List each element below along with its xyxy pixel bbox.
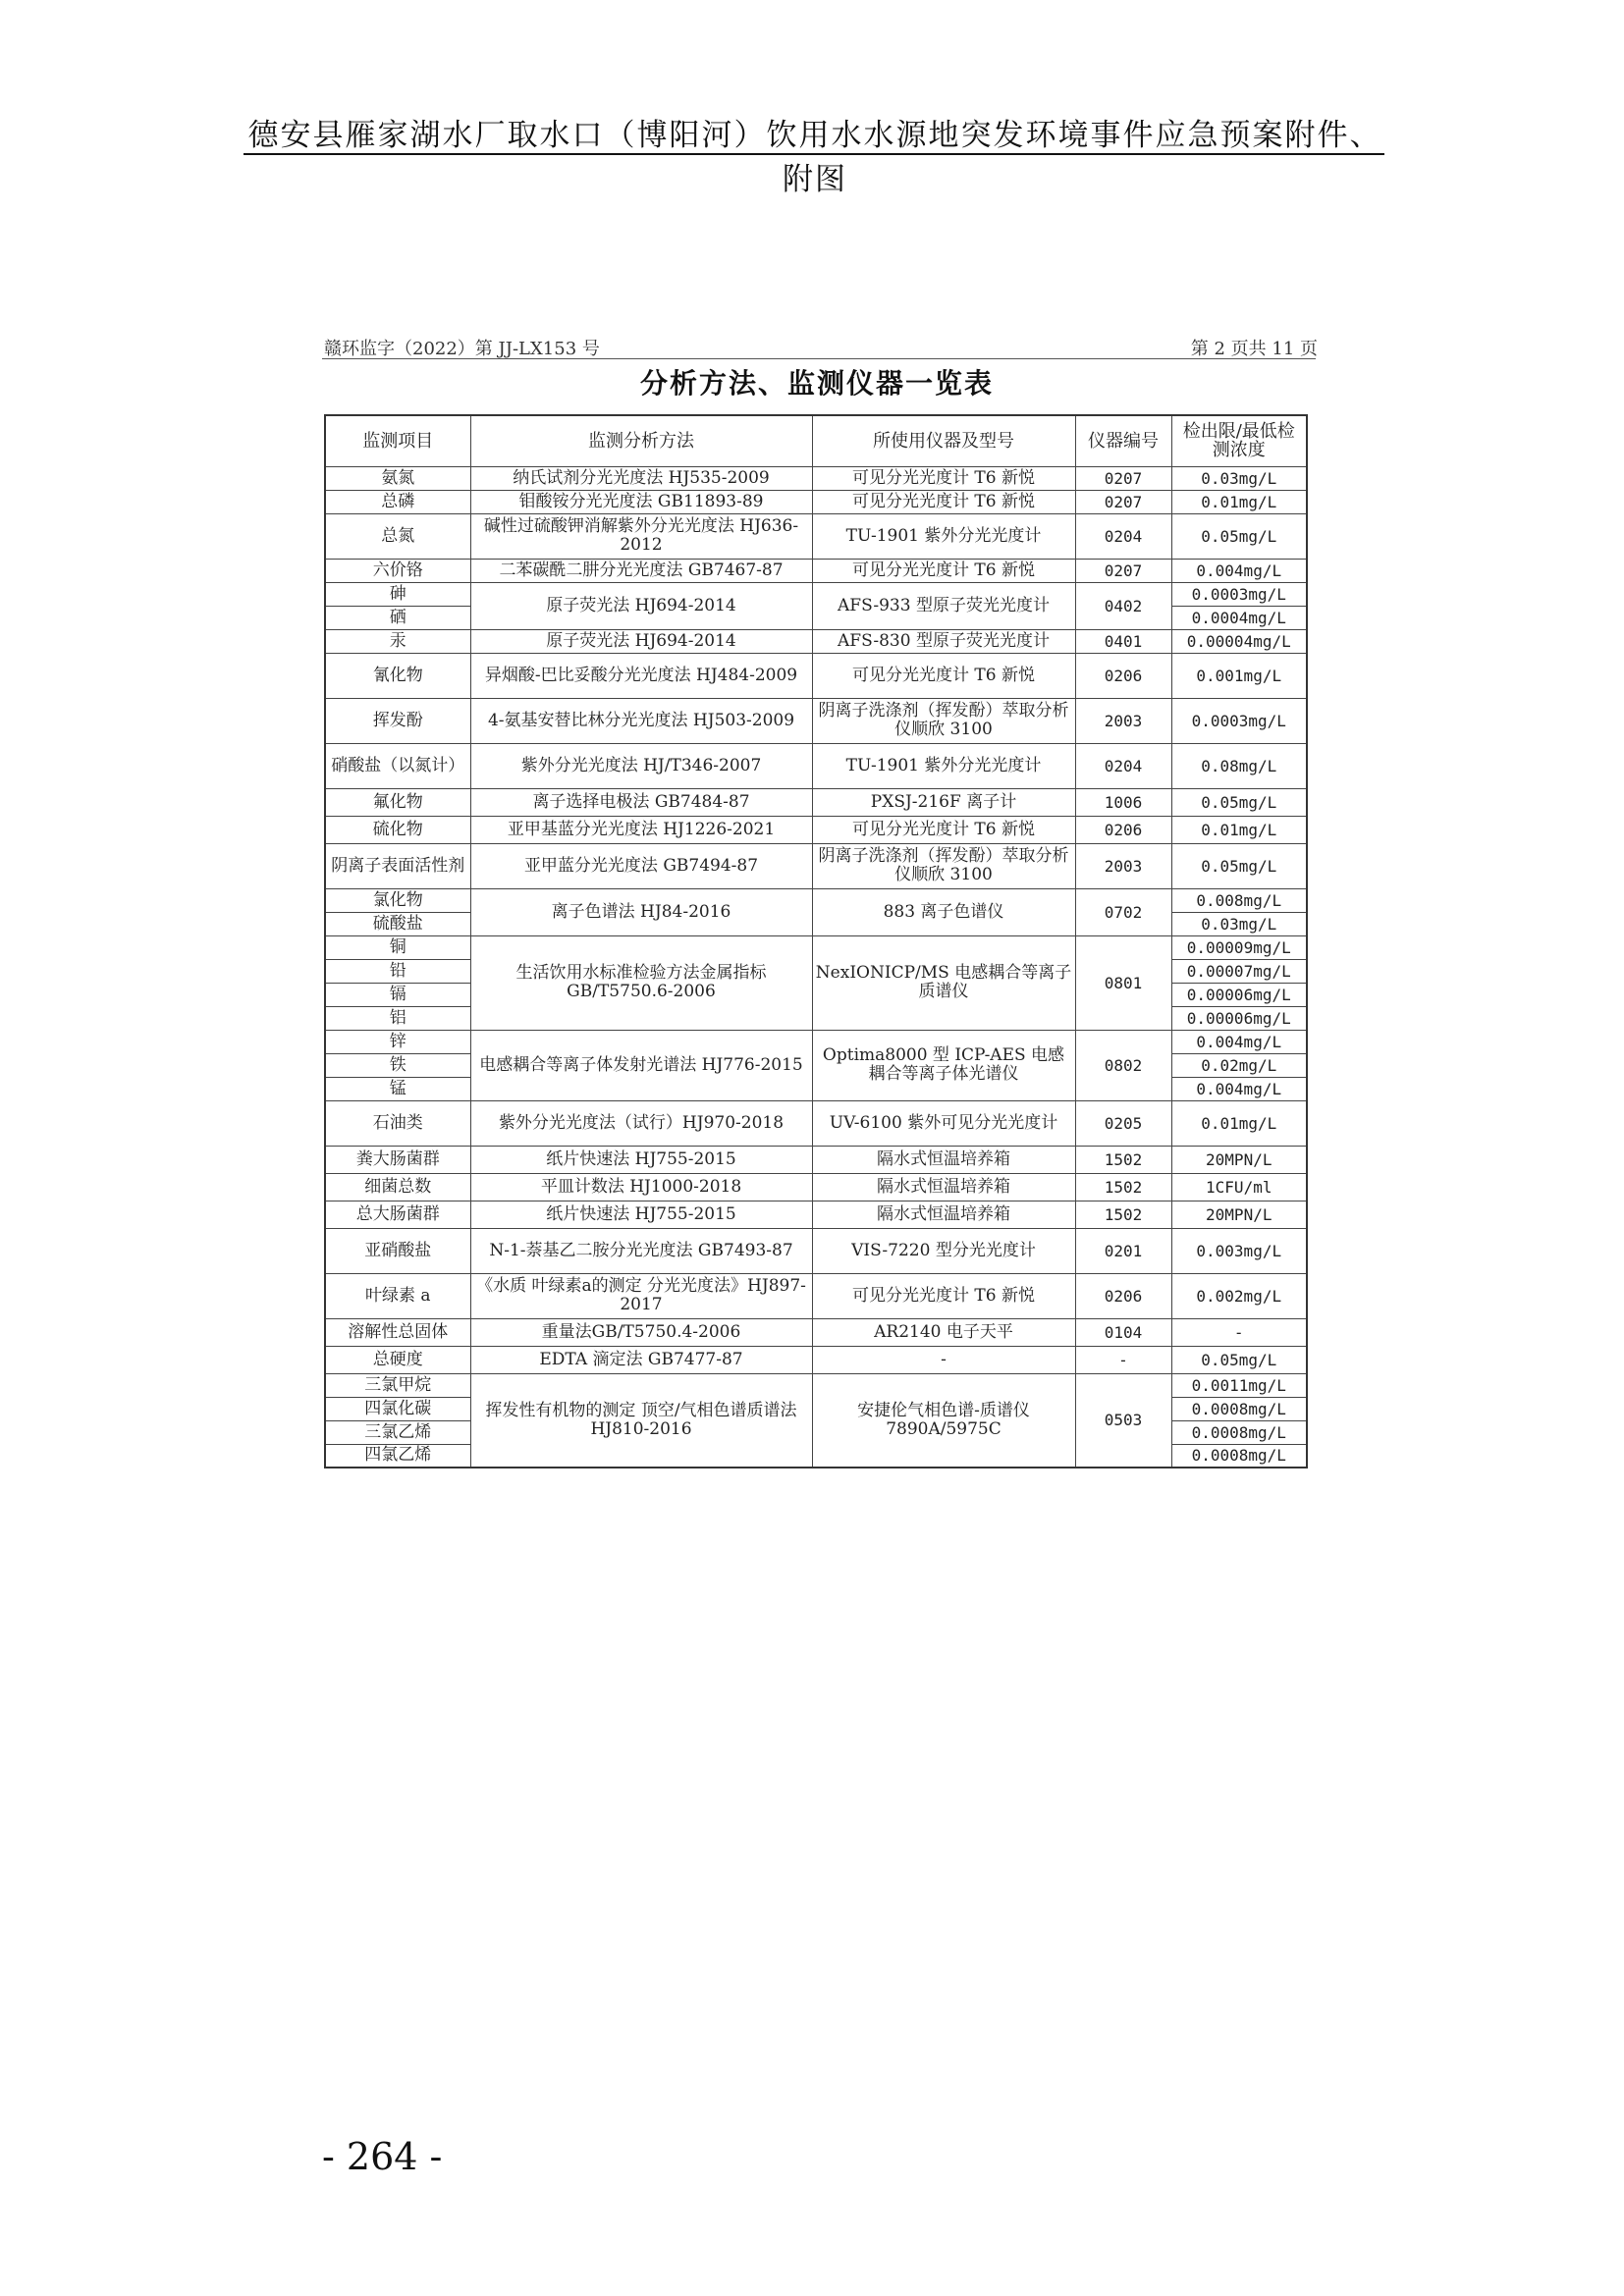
cell-method: 紫外分光光度法 HJ/T346-2007 [470,743,812,788]
cell-instrument-no: 0206 [1075,816,1171,843]
cell-limit: 0.05mg/L [1171,788,1307,816]
cell-instrument-no: 0205 [1075,1100,1171,1146]
cell-method: 碱性过硫酸钾消解紫外分光光度法 HJ636-2012 [470,513,812,559]
cell-method: 重量法GB/T5750.4-2006 [470,1318,812,1346]
cell-limit: 1CFU/ml [1171,1173,1307,1201]
page-count: 第 2 页共 11 页 [1190,339,1318,359]
table-row [325,1373,1307,1397]
cell-method: 紫外分光光度法（试行）HJ970-2018 [470,1100,812,1146]
header-item: 监测项目 [325,415,470,466]
cell-method: 电感耦合等离子体发射光谱法 HJ776-2015 [470,1030,812,1100]
table-row [325,1173,1307,1201]
cell-instrument: 安捷伦气相色谱-质谱仪 7890A/5975C [812,1373,1075,1468]
table-row [325,843,1307,888]
cell-item: 氟化物 [325,788,470,816]
cell-item: 镉 [325,983,470,1006]
cell-instrument-no: 0206 [1075,1273,1171,1318]
cell-method: 平皿计数法 HJ1000-2018 [470,1173,812,1201]
cell-limit: 0.0008mg/L [1171,1444,1307,1468]
cell-method: 生活饮用水标准检验方法金属指标 GB/T5750.6-2006 [470,935,812,1030]
cell-item: 硫酸盐 [325,912,470,935]
cell-item: 硝酸盐（以氮计） [325,743,470,788]
table-row [325,935,1307,959]
cell-instrument: AFS-830 型原子荧光光度计 [812,629,1075,653]
cell-instrument-no: 0204 [1075,513,1171,559]
cell-method: 离子选择电极法 GB7484-87 [470,788,812,816]
cell-item: 硫化物 [325,816,470,843]
cell-limit: 0.00004mg/L [1171,629,1307,653]
table-row [325,1100,1307,1146]
cell-limit: 0.00007mg/L [1171,959,1307,983]
cell-instrument: UV-6100 紫外可见分光光度计 [812,1100,1075,1146]
header-rule [244,153,1384,155]
cell-limit: 0.002mg/L [1171,1273,1307,1318]
table-header-row [325,415,1307,466]
cell-instrument: NexIONICP/MS 电感耦合等离子质谱仪 [812,935,1075,1030]
cell-method: 离子色谱法 HJ84-2016 [470,888,812,935]
cell-method: 纳氏试剂分光光度法 HJ535-2009 [470,466,812,490]
cell-method: 二苯碳酰二肼分光光度法 GB7467-87 [470,559,812,582]
cell-item: 铝 [325,1006,470,1030]
cell-instrument-no: 0201 [1075,1228,1171,1273]
cell-instrument-no: 0206 [1075,653,1171,698]
cell-item: 氯化物 [325,888,470,912]
cell-item: 四氯乙烯 [325,1444,470,1468]
cell-instrument: 阴离子洗涤剂（挥发酚）萃取分析仪顺欣 3100 [812,843,1075,888]
methods-table [324,414,1308,1468]
cell-instrument: 隔水式恒温培养箱 [812,1201,1075,1228]
cell-method: 钼酸铵分光光度法 GB11893-89 [470,490,812,513]
cell-instrument-no: 2003 [1075,698,1171,743]
cell-instrument: 可见分光光度计 T6 新悦 [812,490,1075,513]
cell-instrument: 隔水式恒温培养箱 [812,1146,1075,1173]
cell-instrument-no: 1502 [1075,1173,1171,1201]
table-row [325,1273,1307,1318]
cell-instrument: - [812,1346,1075,1373]
table-row [325,1146,1307,1173]
cell-instrument-no: 0207 [1075,559,1171,582]
cell-instrument: 可见分光光度计 T6 新悦 [812,653,1075,698]
header-instrument-no: 仪器编号 [1075,415,1171,466]
cell-method: 亚甲基蓝分光光度法 HJ1226-2021 [470,816,812,843]
cell-item: 石油类 [325,1100,470,1146]
cell-method: 纸片快速法 HJ755-2015 [470,1146,812,1173]
cell-item: 铁 [325,1053,470,1077]
cell-instrument-no: 2003 [1075,843,1171,888]
cell-limit: 0.004mg/L [1171,559,1307,582]
cell-limit: 0.0008mg/L [1171,1397,1307,1420]
cell-instrument-no: 0801 [1075,935,1171,1030]
cell-limit: 0.01mg/L [1171,490,1307,513]
cell-item: 总磷 [325,490,470,513]
cell-method: N-1-萘基乙二胺分光光度法 GB7493-87 [470,1228,812,1273]
cell-item: 四氯化碳 [325,1397,470,1420]
cell-instrument-no: 0702 [1075,888,1171,935]
table-row [325,788,1307,816]
cell-limit: 0.01mg/L [1171,816,1307,843]
cell-limit: 0.0003mg/L [1171,582,1307,606]
cell-instrument: 可见分光光度计 T6 新悦 [812,466,1075,490]
cell-item: 氨氮 [325,466,470,490]
table-row [325,1318,1307,1346]
cell-limit: 0.01mg/L [1171,1100,1307,1146]
cell-instrument: PXSJ-216F 离子计 [812,788,1075,816]
cell-method: 亚甲蓝分光光度法 GB7494-87 [470,843,812,888]
cell-limit: 0.001mg/L [1171,653,1307,698]
page-header: 德安县雁家湖水厂取水口（博阳河）饮用水水源地突发环境事件应急预案附件、附图 [247,118,1382,197]
cell-limit: 0.03mg/L [1171,912,1307,935]
cell-limit: 0.02mg/L [1171,1053,1307,1077]
cell-method: EDTA 滴定法 GB7477-87 [470,1346,812,1373]
table-row [325,582,1307,606]
table-row [325,888,1307,912]
cell-method: 原子荧光法 HJ694-2014 [470,582,812,629]
cell-instrument-no: 1502 [1075,1146,1171,1173]
header-instrument: 所使用仪器及型号 [812,415,1075,466]
cell-method: 异烟酸-巴比妥酸分光光度法 HJ484-2009 [470,653,812,698]
cell-instrument: 隔水式恒温培养箱 [812,1173,1075,1201]
cell-limit: 0.0008mg/L [1171,1420,1307,1444]
cell-instrument: 阴离子洗涤剂（挥发酚）萃取分析仪顺欣 3100 [812,698,1075,743]
cell-item: 硒 [325,606,470,629]
report-number: 赣环监字（2022）第 JJ-LX153 号 [324,339,600,359]
cell-instrument-no: 0207 [1075,466,1171,490]
cell-limit: 0.00006mg/L [1171,983,1307,1006]
cell-instrument: 883 离子色谱仪 [812,888,1075,935]
cell-instrument: TU-1901 紫外分光光度计 [812,743,1075,788]
cell-instrument: AFS-933 型原子荧光光度计 [812,582,1075,629]
cell-limit: 20MPN/L [1171,1146,1307,1173]
cell-method: 挥发性有机物的测定 顶空/气相色谱质谱法 HJ810-2016 [470,1373,812,1468]
page-number: - 264 - [322,2135,443,2178]
cell-method: 原子荧光法 HJ694-2014 [470,629,812,653]
cell-limit: 0.004mg/L [1171,1077,1307,1100]
cell-limit: 0.0003mg/L [1171,698,1307,743]
cell-limit: 0.0011mg/L [1171,1373,1307,1397]
cell-limit: 0.08mg/L [1171,743,1307,788]
cell-method: 纸片快速法 HJ755-2015 [470,1201,812,1228]
cell-item: 粪大肠菌群 [325,1146,470,1173]
cell-item: 挥发酚 [325,698,470,743]
table-row [325,1201,1307,1228]
cell-item: 六价铬 [325,559,470,582]
table-row [325,1228,1307,1273]
scanned-report [316,330,1318,1714]
cell-instrument-no: 0802 [1075,1030,1171,1100]
cell-method: 《水质 叶绿素a的测定 分光光度法》HJ897-2017 [470,1273,812,1318]
cell-instrument: 可见分光光度计 T6 新悦 [812,1273,1075,1318]
table-row [325,1346,1307,1373]
cell-item: 总氮 [325,513,470,559]
table-row [325,653,1307,698]
cell-limit: 0.0004mg/L [1171,606,1307,629]
cell-instrument: AR2140 电子天平 [812,1318,1075,1346]
cell-limit: 0.05mg/L [1171,843,1307,888]
cell-item: 亚硝酸盐 [325,1228,470,1273]
cell-limit: 0.00006mg/L [1171,1006,1307,1030]
cell-item: 叶绿素 a [325,1273,470,1318]
cell-limit: 0.03mg/L [1171,466,1307,490]
cell-instrument-no: 1502 [1075,1201,1171,1228]
table-row [325,559,1307,582]
cell-instrument-no: 0401 [1075,629,1171,653]
cell-item: 氰化物 [325,653,470,698]
cell-instrument: 可见分光光度计 T6 新悦 [812,559,1075,582]
cell-instrument: TU-1901 紫外分光光度计 [812,513,1075,559]
table-row [325,698,1307,743]
cell-item: 三氯甲烷 [325,1373,470,1397]
cell-instrument-no: - [1075,1346,1171,1373]
cell-item: 砷 [325,582,470,606]
cell-instrument: 可见分光光度计 T6 新悦 [812,816,1075,843]
table-row [325,629,1307,653]
table-title: 分析方法、监测仪器一览表 [639,367,994,400]
cell-limit: 20MPN/L [1171,1201,1307,1228]
cell-item: 锌 [325,1030,470,1053]
cell-limit: 0.00009mg/L [1171,935,1307,959]
cell-instrument: VIS-7220 型分光光度计 [812,1228,1075,1273]
cell-item: 总硬度 [325,1346,470,1373]
cell-method: 4-氨基安替比林分光光度法 HJ503-2009 [470,698,812,743]
cell-instrument-no: 0402 [1075,582,1171,629]
cell-limit: 0.05mg/L [1171,513,1307,559]
cell-limit: - [1171,1318,1307,1346]
cell-item: 汞 [325,629,470,653]
table-row [325,513,1307,559]
cell-instrument-no: 0503 [1075,1373,1171,1468]
table-row [325,466,1307,490]
cell-item: 总大肠菌群 [325,1201,470,1228]
cell-instrument-no: 0104 [1075,1318,1171,1346]
cell-instrument-no: 0204 [1075,743,1171,788]
cell-limit: 0.003mg/L [1171,1228,1307,1273]
header-detection-limit: 检出限/最低检测浓度 [1171,415,1307,466]
cell-item: 铅 [325,959,470,983]
cell-limit: 0.05mg/L [1171,1346,1307,1373]
cell-instrument-no: 1006 [1075,788,1171,816]
cell-limit: 0.004mg/L [1171,1030,1307,1053]
table-row [325,1030,1307,1053]
cell-item: 锰 [325,1077,470,1100]
table-row [325,490,1307,513]
cell-instrument-no: 0207 [1075,490,1171,513]
report-rule [322,358,1316,359]
cell-item: 三氯乙烯 [325,1420,470,1444]
table-row [325,816,1307,843]
cell-instrument: Optima8000 型 ICP-AES 电感耦合等离子体光谱仪 [812,1030,1075,1100]
table-row [325,743,1307,788]
cell-item: 阴离子表面活性剂 [325,843,470,888]
header-method: 监测分析方法 [470,415,812,466]
cell-item: 铜 [325,935,470,959]
cell-item: 溶解性总固体 [325,1318,470,1346]
cell-item: 细菌总数 [325,1173,470,1201]
cell-limit: 0.008mg/L [1171,888,1307,912]
